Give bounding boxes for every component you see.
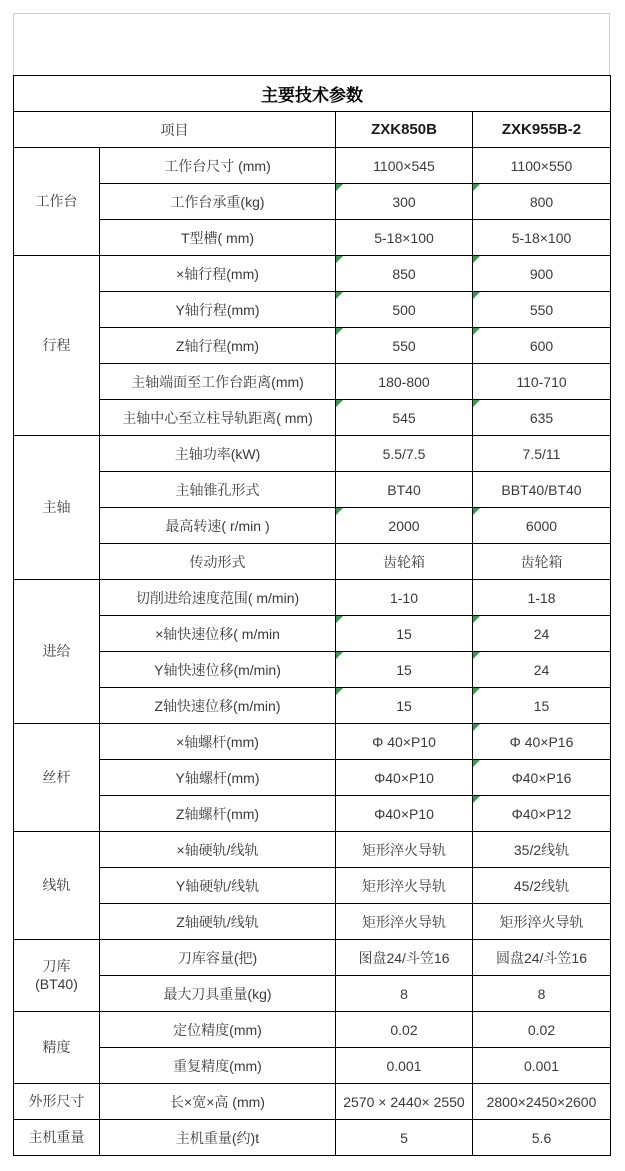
- spec-value-text: BT40: [387, 481, 421, 498]
- spec-label: 主轴功率(kW): [100, 436, 336, 472]
- spec-value-cell: [473, 292, 611, 328]
- spec-label: Y轴硬轨/线轨: [100, 868, 336, 904]
- spec-value-text: 1-18: [527, 589, 556, 606]
- cell-corner-marker-icon: [473, 652, 480, 659]
- spec-label: ×轴快速位移( m/min: [100, 616, 336, 652]
- spec-label: T型槽( mm): [100, 220, 336, 256]
- group-label: 主轴: [42, 498, 71, 515]
- group-label: 进给: [42, 642, 71, 659]
- table-row: [14, 976, 611, 1012]
- spec-value-text: 6000: [525, 517, 558, 534]
- group-label: 线轨: [42, 876, 71, 893]
- group-label: 行程: [42, 336, 71, 353]
- spec-value-cell: [473, 832, 611, 868]
- table-row: [14, 328, 611, 364]
- spec-value-text: 15: [533, 697, 550, 714]
- table-row: [14, 472, 611, 508]
- spec-value-text: 圆盘24/斗笠16: [495, 949, 588, 966]
- cell-corner-marker-icon: [473, 796, 480, 803]
- spec-value-cell: [336, 364, 473, 400]
- spec-value-text: 5.6: [531, 1129, 552, 1146]
- table-row: [14, 1048, 611, 1084]
- spec-value-text: 矩形淬火导轨: [499, 913, 584, 930]
- spec-value-cell: [473, 508, 611, 544]
- spec-value-cell: [473, 1012, 611, 1048]
- spec-value-cell: [473, 940, 611, 976]
- spec-label: 定位精度(mm): [100, 1012, 336, 1048]
- spec-value-text: 850: [392, 265, 416, 282]
- cell-corner-marker-icon: [473, 508, 480, 515]
- spec-value-cell: [336, 832, 473, 868]
- spec-value-text: 180-800: [378, 373, 430, 390]
- spec-value-cell: [473, 436, 611, 472]
- column-header-model-zxk955b-2: ZXK955B-2: [473, 112, 611, 148]
- spec-value-cell: [473, 652, 611, 688]
- row-group-cell: [14, 148, 100, 256]
- cell-corner-marker-icon: [473, 760, 480, 767]
- spec-label: ×轴螺杆(mm): [100, 724, 336, 760]
- group-label-sub: (BT40): [35, 975, 78, 992]
- group-label: 刀库: [42, 958, 71, 974]
- table-row: [14, 940, 611, 976]
- spec-value-cell: [473, 616, 611, 652]
- table-row: [14, 256, 611, 292]
- spec-value-cell: [473, 760, 611, 796]
- spec-value-text: 15: [396, 697, 412, 714]
- table-title-row: [14, 76, 611, 112]
- spec-value-text: 矩形淬火导轨: [362, 877, 446, 894]
- cell-corner-marker-icon: [473, 724, 480, 731]
- column-header-item: 项目: [14, 112, 336, 148]
- spec-value-cell: [336, 976, 473, 1012]
- cell-corner-marker-icon: [473, 616, 480, 623]
- spec-value-text: 矩形淬火导轨: [362, 841, 446, 858]
- spec-label: 最高转速( r/min ): [100, 508, 336, 544]
- spec-value-text: Φ40×P10: [374, 805, 434, 822]
- spec-value-cell: [473, 184, 611, 220]
- spec-value-cell: [336, 616, 473, 652]
- spec-value-cell: [336, 652, 473, 688]
- spec-value-cell: [336, 760, 473, 796]
- spec-value-text: 24: [533, 661, 550, 678]
- cell-corner-marker-icon: [336, 256, 343, 263]
- spec-value-cell: [336, 1048, 473, 1084]
- spec-value-cell: [473, 976, 611, 1012]
- table-row: [14, 832, 611, 868]
- page-title: 主要技术参数: [14, 76, 611, 112]
- spec-value-text: 15: [396, 661, 412, 678]
- spec-label: Y轴快速位移(m/min): [100, 652, 336, 688]
- row-group-cell: [14, 256, 100, 436]
- spec-value-cell: [336, 148, 473, 184]
- spec-value-cell: [473, 724, 611, 760]
- spec-value-text: Φ 40×P10: [372, 733, 436, 750]
- spec-value-cell: [336, 904, 473, 940]
- spec-value-text: 0.02: [390, 1021, 418, 1038]
- spec-value-cell: [336, 508, 473, 544]
- cell-corner-marker-icon: [473, 328, 480, 335]
- row-group-cell: [14, 1120, 100, 1156]
- spec-value-text: 齿轮箱: [383, 553, 425, 570]
- table-row: [14, 1120, 611, 1156]
- spec-label: 长×宽×高 (mm): [100, 1084, 336, 1120]
- table-row: [14, 436, 611, 472]
- group-label: 外形尺寸: [28, 1092, 85, 1109]
- spec-value-text: 545: [392, 409, 416, 426]
- spec-value-cell: [336, 868, 473, 904]
- cell-corner-marker-icon: [336, 652, 343, 659]
- spec-value-text: 1100×545: [373, 157, 435, 174]
- row-group-cell: [14, 832, 100, 940]
- spec-value-text: 500: [392, 301, 416, 318]
- spec-value-text: 图盘24/斗笠16: [358, 949, 450, 966]
- group-label: 精度: [42, 1038, 71, 1055]
- spec-label: 主轴锥孔形式: [100, 472, 336, 508]
- table-row: [14, 760, 611, 796]
- table-row: [14, 148, 611, 184]
- spec-value-cell: [473, 328, 611, 364]
- row-group-cell: [14, 580, 100, 724]
- spec-value-cell: [336, 580, 473, 616]
- spec-value-cell: [336, 328, 473, 364]
- spec-value-text: Φ40×P16: [511, 769, 572, 786]
- table-row: [14, 580, 611, 616]
- table-row: [14, 1084, 611, 1120]
- spec-label: 刀库容量(把): [100, 940, 336, 976]
- spec-value-text: 900: [529, 265, 554, 282]
- spec-label: 最大刀具重量(kg): [100, 976, 336, 1012]
- spec-value-cell: [336, 940, 473, 976]
- table-row: [14, 868, 611, 904]
- spec-value-cell: [473, 1120, 611, 1156]
- spec-value-text: 1-10: [389, 589, 419, 606]
- spec-value-cell: [336, 220, 473, 256]
- spec-value-text: 矩形淬火导轨: [362, 913, 446, 930]
- spec-label: Z轴螺杆(mm): [100, 796, 336, 832]
- cell-corner-marker-icon: [473, 688, 480, 695]
- spec-value-text: 800: [529, 193, 554, 210]
- spec-label: Z轴行程(mm): [100, 328, 336, 364]
- spec-label: 重复精度(mm): [100, 1048, 336, 1084]
- spec-value-cell: [336, 256, 473, 292]
- spec-value-cell: [473, 256, 611, 292]
- spec-value-cell: [336, 292, 473, 328]
- spec-label: 工作台尺寸 (mm): [100, 148, 336, 184]
- spec-value-cell: [473, 904, 611, 940]
- spec-value-cell: [473, 220, 611, 256]
- spec-value-text: 1100×550: [510, 157, 573, 174]
- row-group-cell: [14, 436, 100, 580]
- cell-corner-marker-icon: [336, 400, 343, 407]
- spec-value-text: 24: [533, 625, 550, 642]
- spec-value-text: 8: [537, 985, 546, 1002]
- cell-corner-marker-icon: [473, 292, 480, 299]
- spec-label: ×轴硬轨/线轨: [100, 832, 336, 868]
- spec-value-text: 2570 × 2440× 2550: [343, 1093, 465, 1110]
- spec-value-text: 齿轮箱: [520, 553, 563, 570]
- table-row: [14, 544, 611, 580]
- spec-label: Y轴行程(mm): [100, 292, 336, 328]
- spec-table-body: [14, 148, 611, 1156]
- cell-corner-marker-icon: [473, 184, 480, 191]
- spec-label: 主机重量(约)t: [100, 1120, 336, 1156]
- spec-value-text: 5-18×100: [511, 229, 572, 246]
- table-row: [14, 688, 611, 724]
- cell-corner-marker-icon: [336, 616, 343, 623]
- group-label: 丝杆: [42, 768, 71, 785]
- spec-label: ×轴行程(mm): [100, 256, 336, 292]
- spec-value-text: Φ40×P10: [374, 769, 434, 786]
- spec-value-text: 45/2线轨: [513, 877, 570, 894]
- column-header-model-zxk850b: ZXK850B: [336, 112, 473, 148]
- spec-value-cell: [336, 400, 473, 436]
- row-group-cell: [14, 1084, 100, 1120]
- spec-value-text: 0.001: [523, 1057, 560, 1074]
- spec-value-cell: [473, 1084, 611, 1120]
- spec-value-cell: [473, 148, 611, 184]
- spec-value-cell: [336, 1012, 473, 1048]
- spec-value-text: 8: [400, 985, 408, 1002]
- cell-corner-marker-icon: [336, 292, 343, 299]
- spec-value-text: 600: [529, 337, 554, 354]
- row-group-cell: [14, 724, 100, 832]
- spec-label: 主轴端面至工作台距离(mm): [100, 364, 336, 400]
- table-row: [14, 724, 611, 760]
- spec-value-text: Φ40×P12: [511, 805, 572, 822]
- table-row: [14, 796, 611, 832]
- cell-corner-marker-icon: [336, 184, 343, 191]
- spec-value-text: 35/2线轨: [513, 841, 570, 858]
- spec-value-cell: [473, 796, 611, 832]
- spec-value-text: 550: [392, 337, 416, 354]
- empty-header-box: [13, 13, 610, 75]
- table-row: [14, 1012, 611, 1048]
- spec-label: Z轴硬轨/线轨: [100, 904, 336, 940]
- spec-label: 主轴中心至立柱导轨距离( mm): [100, 400, 336, 436]
- spec-label: Z轴快速位移(m/min): [100, 688, 336, 724]
- row-group-cell: [14, 1012, 100, 1084]
- cell-corner-marker-icon: [473, 400, 480, 407]
- table-row: [14, 616, 611, 652]
- spec-value-cell: [336, 724, 473, 760]
- spec-value-text: 0.001: [386, 1057, 422, 1074]
- spec-value-text: 2800×2450×2600: [486, 1093, 597, 1110]
- group-label: 主机重量: [28, 1128, 85, 1145]
- spec-value-cell: [473, 364, 611, 400]
- table-row: [14, 184, 611, 220]
- spec-value-cell: [336, 796, 473, 832]
- spec-value-cell: [336, 1084, 473, 1120]
- spec-value-cell: [336, 544, 473, 580]
- spec-value-text: 15: [396, 625, 412, 642]
- spec-value-cell: [473, 580, 611, 616]
- spec-label: 切削进给速度范围( m/min): [100, 580, 336, 616]
- spec-value-cell: [473, 868, 611, 904]
- spec-value-text: 5.5/7.5: [382, 445, 426, 462]
- group-label: 工作台: [35, 192, 78, 209]
- table-row: [14, 364, 611, 400]
- spec-value-text: 7.5/11: [522, 445, 561, 462]
- row-group-cell: [14, 940, 100, 1012]
- spec-value-text: 0.02: [527, 1021, 556, 1038]
- spec-value-cell: [336, 472, 473, 508]
- spec-value-text: Φ 40×P16: [509, 733, 574, 750]
- spec-value-text: 5-18×100: [374, 229, 434, 246]
- spec-value-cell: [473, 544, 611, 580]
- cell-corner-marker-icon: [336, 688, 343, 695]
- spec-value-text: 300: [392, 193, 416, 210]
- spec-value-text: 5: [400, 1129, 408, 1146]
- table-row: [14, 400, 611, 436]
- spec-value-cell: [473, 1048, 611, 1084]
- cell-corner-marker-icon: [336, 328, 343, 335]
- spec-value-cell: [336, 688, 473, 724]
- cell-corner-marker-icon: [473, 256, 480, 263]
- table-row: [14, 652, 611, 688]
- table-row: [14, 292, 611, 328]
- cell-corner-marker-icon: [336, 508, 343, 515]
- spec-value-text: 2000: [388, 517, 420, 534]
- spec-value-text: BBT40/BT40: [501, 481, 582, 498]
- table-row: [14, 220, 611, 256]
- spec-table: [13, 75, 611, 1156]
- spec-label: Y轴螺杆(mm): [100, 760, 336, 796]
- spec-value-text: 635: [529, 409, 554, 426]
- spec-value-cell: [473, 688, 611, 724]
- table-row: [14, 508, 611, 544]
- spec-value-cell: [473, 472, 611, 508]
- spec-value-cell: [336, 184, 473, 220]
- spec-value-cell: [336, 436, 473, 472]
- spec-value-text: 110-710: [516, 373, 567, 390]
- table-header-row: [14, 112, 611, 148]
- spec-value-cell: [336, 1120, 473, 1156]
- spec-value-text: 550: [529, 301, 554, 318]
- table-row: [14, 904, 611, 940]
- spec-label: 工作台承重(kg): [100, 184, 336, 220]
- spec-value-cell: [473, 400, 611, 436]
- spec-label: 传动形式: [100, 544, 336, 580]
